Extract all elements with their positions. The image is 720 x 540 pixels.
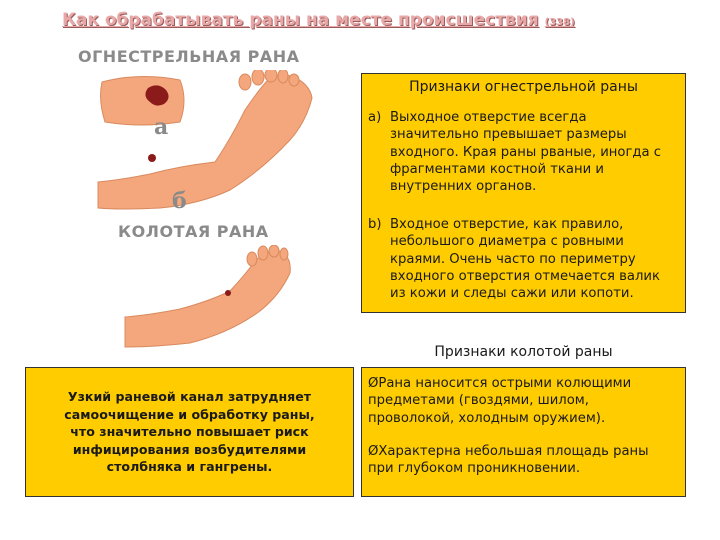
gunshot-sign-a (368, 109, 680, 199)
text-line: Входное отверстие, как правило, (390, 217, 624, 232)
toe (258, 246, 268, 260)
page-ref: (338) (544, 17, 575, 28)
stab-signs-heading: Признаки колотой раны (434, 344, 613, 360)
text-line: самоочищение и обработку раны, (64, 406, 315, 422)
page-title-text: Как обрабатывать раны на месте происшествия (62, 10, 539, 30)
text-line: при глубоком проникновении. (368, 461, 581, 477)
stab-wound-note-box (25, 367, 354, 497)
toe (252, 70, 264, 85)
text-line: Узкий раневой канал затрудняет (67, 389, 312, 405)
label-a: а (154, 114, 169, 140)
text-line: значительно превышает размеры (390, 127, 627, 143)
label-b: б (172, 188, 187, 214)
text-line: Рана наносится острыми колющими (378, 376, 632, 391)
text-line: предметами (гвоздями, шилом, (368, 393, 589, 409)
stab-wound (225, 290, 231, 296)
text-line: внутренних органов. (390, 179, 537, 195)
gunshot-wound-illustration (80, 70, 360, 215)
text-line: проволокой, холодным оружием). (368, 410, 606, 426)
toe (247, 252, 257, 266)
text-line: столбняка и гангрены. (106, 459, 273, 475)
text-line: краями. Очень часто по периметру (390, 251, 636, 267)
toe (278, 70, 288, 83)
item-marker: b) (368, 217, 382, 232)
text-line: входного. Края раны рваные, иногда с (390, 144, 662, 160)
item-marker: a) (368, 110, 382, 125)
leg-foot-shape (125, 251, 290, 347)
forearm-shape (101, 76, 184, 125)
stab-sign-1 (368, 375, 679, 427)
text-line: из кожи и следы сажи или копоти. (390, 286, 634, 302)
toe (280, 248, 288, 260)
text-line: Выходное отверстие всегда (390, 110, 587, 125)
text-line: небольшого диаметра с ровными (390, 234, 624, 250)
toe (289, 74, 299, 86)
gunshot-signs-box (361, 73, 686, 313)
text-line: инфицирования возбудителями (72, 441, 307, 457)
entry-wound (148, 154, 156, 162)
text-line: входного отверстия отмечается валик (390, 268, 660, 284)
gunshot-signs-heading: Признаки огнестрельной раны (409, 79, 638, 95)
stab-signs-box (361, 367, 686, 497)
stab-wound-illustration (120, 245, 300, 350)
page-title (62, 10, 662, 30)
toe (269, 245, 279, 257)
text-line: Характерна небольшая площадь раны (378, 444, 649, 459)
text-line: что значительно повышает риск (70, 424, 309, 440)
bullet-marker: Ø (368, 376, 379, 391)
toe (239, 74, 251, 90)
gunshot-wound-label: ОГНЕСТРЕЛЬНАЯ РАНА (78, 47, 300, 66)
gunshot-sign-b (368, 216, 680, 306)
toe (265, 70, 277, 82)
stab-wound-label: КОЛОТАЯ РАНА (118, 222, 269, 241)
text-line: фрагментами костной ткани и (390, 161, 604, 177)
stab-sign-2 (368, 443, 679, 478)
bullet-marker: Ø (368, 444, 379, 459)
